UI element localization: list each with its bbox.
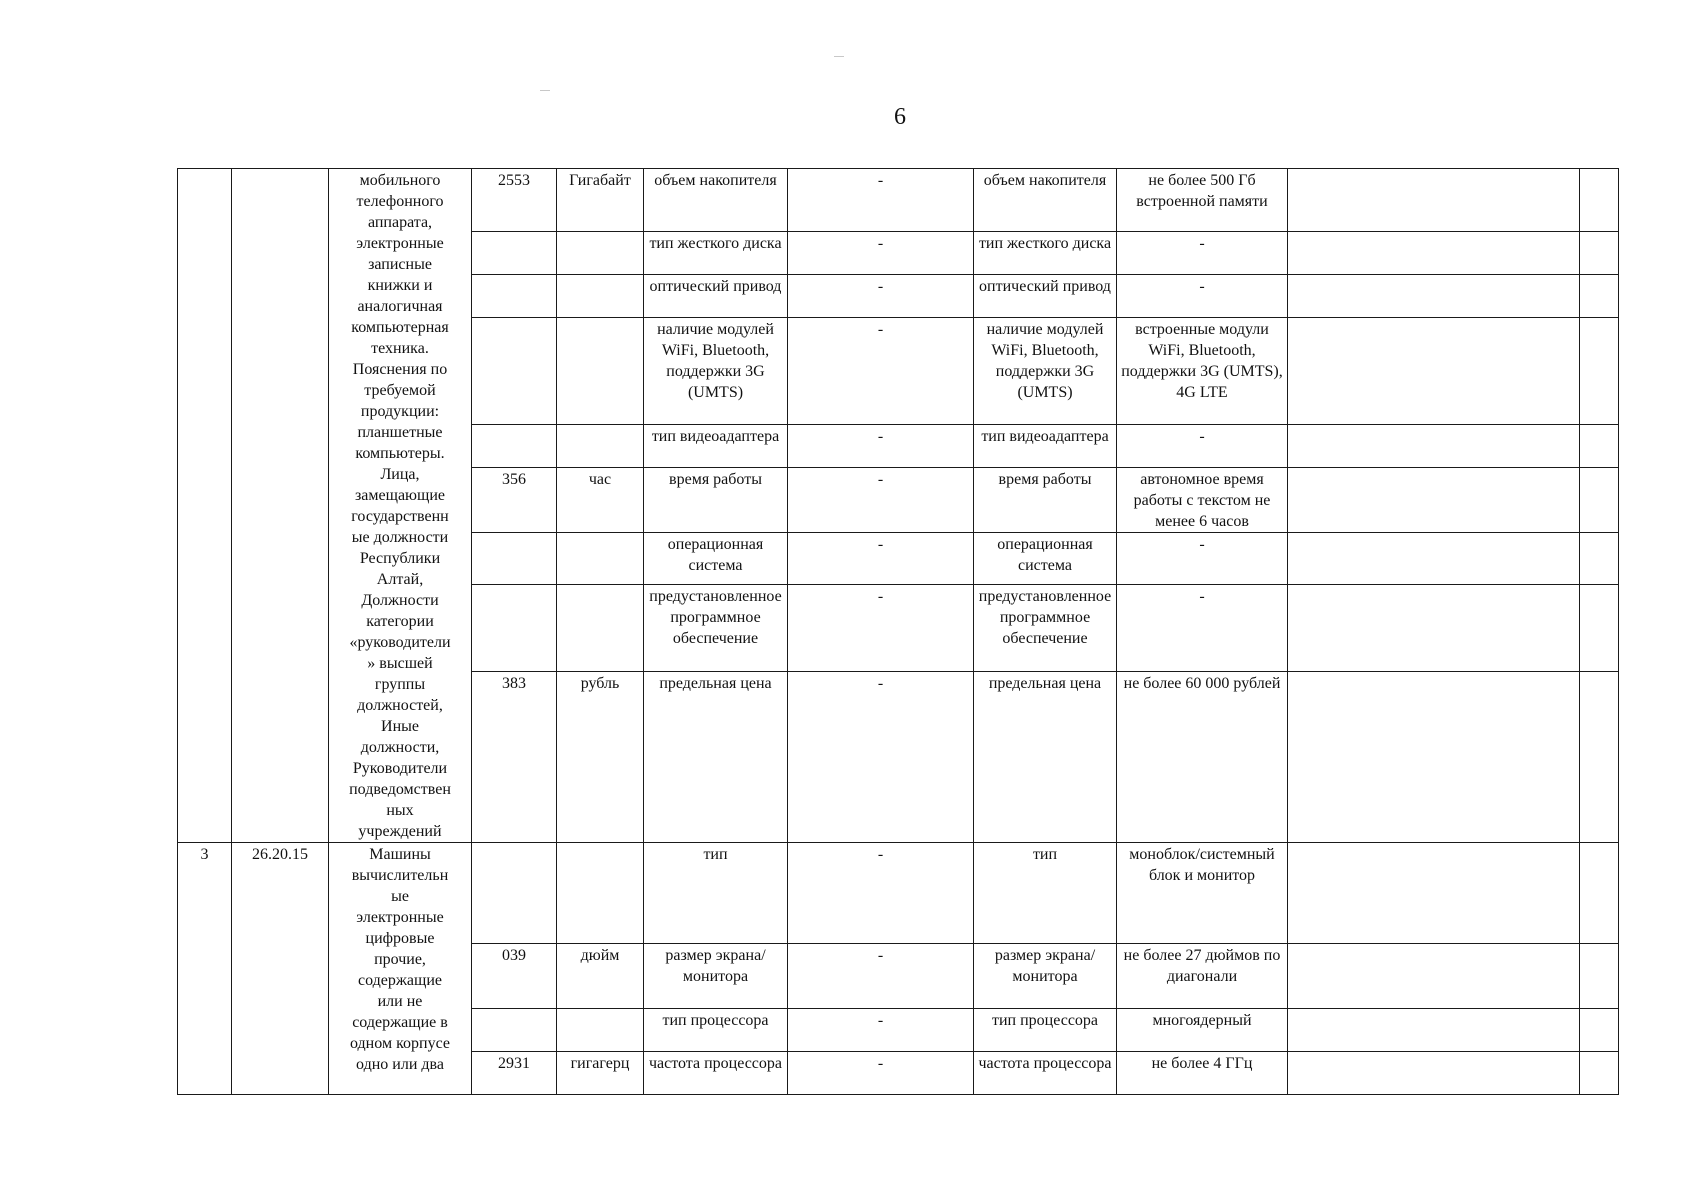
description-line: Машины xyxy=(369,846,431,863)
code-cell xyxy=(472,318,557,425)
base-value-cell: - xyxy=(788,585,974,672)
characteristic-cell: размер экрана/монитора xyxy=(644,944,788,1009)
empty-cell xyxy=(1580,944,1619,1009)
empty-cell xyxy=(1288,169,1580,232)
value-cell: не более 60 000 рублей xyxy=(1117,672,1288,843)
value-cell: - xyxy=(1117,275,1288,318)
description-line: продукции: xyxy=(360,403,440,420)
description-line: Республики xyxy=(359,550,441,567)
empty-cell xyxy=(1288,232,1580,275)
characteristic-cell-2: операционная система xyxy=(974,533,1117,585)
characteristic-cell-2: тип xyxy=(974,843,1117,944)
empty-cell xyxy=(1580,318,1619,425)
description-line: учреждений xyxy=(358,823,442,840)
code-cell: 039 xyxy=(472,944,557,1009)
description-line: ных xyxy=(386,802,414,819)
empty-cell xyxy=(1580,1009,1619,1052)
base-value-cell: - xyxy=(788,1009,974,1052)
base-value-cell: - xyxy=(788,1052,974,1095)
empty-cell xyxy=(1580,672,1619,843)
characteristic-cell: частота процессора xyxy=(644,1052,788,1095)
description-cell xyxy=(329,169,472,843)
empty-cell xyxy=(1288,585,1580,672)
description-line: планшетные xyxy=(357,424,443,441)
table-row xyxy=(178,843,1619,944)
code-cell xyxy=(472,533,557,585)
okpd-cell: 26.20.15 xyxy=(232,843,329,1095)
value-cell: - xyxy=(1117,232,1288,275)
description-line: компьютеры. xyxy=(355,445,445,462)
description-line: ые должности xyxy=(351,529,449,546)
unit-cell xyxy=(557,425,644,468)
description-line: Пояснения по xyxy=(352,361,448,378)
characteristic-cell-2: размер экрана/монитора xyxy=(974,944,1117,1009)
unit-cell xyxy=(557,232,644,275)
empty-cell xyxy=(1288,468,1580,533)
okpd-cell xyxy=(232,169,329,843)
empty-cell xyxy=(1580,843,1619,944)
description-line: мобильного xyxy=(359,172,441,189)
value-cell: автономное время работы с текстом не менее 6 часов xyxy=(1117,468,1288,533)
description-line: должности, xyxy=(360,739,440,756)
description-line: электронные xyxy=(356,235,444,252)
description-line: прочие, xyxy=(374,951,426,968)
description-line: Алтай, xyxy=(376,571,424,588)
characteristic-cell-2: предельная цена xyxy=(974,672,1117,843)
characteristic-cell-2: тип видеоадаптера xyxy=(974,425,1117,468)
description-line: Руководители xyxy=(352,760,448,777)
base-value-cell: - xyxy=(788,275,974,318)
value-cell: - xyxy=(1117,425,1288,468)
unit-cell xyxy=(557,1009,644,1052)
unit-cell: Гигабайт xyxy=(557,169,644,232)
characteristic-cell: тип xyxy=(644,843,788,944)
code-cell xyxy=(472,585,557,672)
description-line: компьютерная xyxy=(351,319,449,336)
characteristic-cell: предустановленное программное обеспечение xyxy=(644,585,788,672)
characteristic-cell-2: тип процессора xyxy=(974,1009,1117,1052)
base-value-cell: - xyxy=(788,425,974,468)
code-cell xyxy=(472,275,557,318)
group-computers xyxy=(178,843,1619,1095)
specification-table xyxy=(177,168,1619,1095)
base-value-cell: - xyxy=(788,843,974,944)
empty-cell xyxy=(1580,275,1619,318)
description-line: техника. xyxy=(371,340,429,357)
empty-cell xyxy=(1580,232,1619,275)
code-cell: 356 xyxy=(472,468,557,533)
description-line: » высшей xyxy=(367,655,433,672)
description-cell xyxy=(329,843,472,1095)
description-line: «руководители xyxy=(349,634,451,651)
empty-cell xyxy=(1580,468,1619,533)
empty-cell xyxy=(1580,533,1619,585)
empty-cell xyxy=(1288,1052,1580,1095)
characteristic-cell-2: тип жесткого диска xyxy=(974,232,1117,275)
characteristic-cell: оптический привод xyxy=(644,275,788,318)
base-value-cell: - xyxy=(788,672,974,843)
description-line: цифровые xyxy=(365,930,435,947)
num-cell: 3 xyxy=(178,843,232,1095)
empty-cell xyxy=(1580,169,1619,232)
num-cell xyxy=(178,169,232,843)
value-cell: - xyxy=(1117,585,1288,672)
characteristic-cell-2: частота процессора xyxy=(974,1052,1117,1095)
unit-cell xyxy=(557,585,644,672)
characteristic-cell-2: объем накопителя xyxy=(974,169,1117,232)
description-line: категории xyxy=(366,613,434,630)
empty-cell xyxy=(1580,425,1619,468)
description-line: должностей, xyxy=(357,697,443,714)
unit-cell xyxy=(557,533,644,585)
base-value-cell: - xyxy=(788,232,974,275)
base-value-cell: - xyxy=(788,169,974,232)
code-cell: 2553 xyxy=(472,169,557,232)
description-line: содержащие xyxy=(357,972,443,989)
description-line: вычислительн xyxy=(351,867,449,884)
value-cell: встроенные модули WiFi, Bluetooth, поддержки 3G (UMTS), 4G LTE xyxy=(1117,318,1288,425)
empty-cell xyxy=(1288,672,1580,843)
description-line: содержащие в xyxy=(352,1014,448,1031)
characteristic-cell-2: время работы xyxy=(974,468,1117,533)
description-line: аналогичная xyxy=(357,298,443,315)
unit-cell xyxy=(557,843,644,944)
unit-cell xyxy=(557,318,644,425)
description-line: одном корпусе xyxy=(350,1035,450,1052)
code-cell: 383 xyxy=(472,672,557,843)
empty-cell xyxy=(1288,275,1580,318)
characteristic-cell: предельная цена xyxy=(644,672,788,843)
description-line: Иные xyxy=(381,718,419,735)
empty-cell xyxy=(1580,1052,1619,1095)
group-tablets xyxy=(178,169,1619,843)
unit-cell: дюйм xyxy=(557,944,644,1009)
description-line: ые xyxy=(391,888,409,905)
value-cell: не более 4 ГГц xyxy=(1117,1052,1288,1095)
description-line: телефонного xyxy=(356,193,444,210)
description-line: книжки и xyxy=(367,277,433,294)
code-cell xyxy=(472,1009,557,1052)
unit-cell: гигагерц xyxy=(557,1052,644,1095)
code-cell xyxy=(472,425,557,468)
scan-mark xyxy=(540,90,550,91)
characteristic-cell: тип видеоадаптера xyxy=(644,425,788,468)
characteristic-cell-2: наличие модулей WiFi, Bluetooth, поддержки 3G (UMTS) xyxy=(974,318,1117,425)
description-line: аппарата, xyxy=(367,214,433,231)
base-value-cell: - xyxy=(788,533,974,585)
description-line: требуемой xyxy=(364,382,436,399)
characteristic-cell-2: оптический привод xyxy=(974,275,1117,318)
page-number: 6 xyxy=(894,104,906,130)
description-line: подведомствен xyxy=(349,781,451,798)
empty-cell xyxy=(1288,843,1580,944)
description-line: Должности xyxy=(361,592,439,609)
table-row xyxy=(178,169,1619,232)
base-value-cell: - xyxy=(788,468,974,533)
description-line: электронные xyxy=(356,909,444,926)
code-cell: 2931 xyxy=(472,1052,557,1095)
empty-cell xyxy=(1288,425,1580,468)
empty-cell xyxy=(1580,585,1619,672)
description-line: записные xyxy=(368,256,432,273)
unit-cell xyxy=(557,275,644,318)
characteristic-cell: тип процессора xyxy=(644,1009,788,1052)
value-cell: многоядерный xyxy=(1117,1009,1288,1052)
characteristic-cell: операционная система xyxy=(644,533,788,585)
value-cell: моноблок/системный блок и монитор xyxy=(1117,843,1288,944)
code-cell xyxy=(472,843,557,944)
value-cell: - xyxy=(1117,533,1288,585)
base-value-cell: - xyxy=(788,318,974,425)
empty-cell xyxy=(1288,318,1580,425)
empty-cell xyxy=(1288,1009,1580,1052)
empty-cell xyxy=(1288,533,1580,585)
scan-mark xyxy=(834,56,844,57)
code-cell xyxy=(472,232,557,275)
description-line: или не xyxy=(377,993,423,1010)
description-line: одно или два xyxy=(356,1056,444,1073)
unit-cell: рубль xyxy=(557,672,644,843)
value-cell: не более 500 Гб встроенной памяти xyxy=(1117,169,1288,232)
description-line: замещающие xyxy=(354,487,445,504)
base-value-cell: - xyxy=(788,944,974,1009)
description-line: группы xyxy=(374,676,426,693)
unit-cell: час xyxy=(557,468,644,533)
empty-cell xyxy=(1288,944,1580,1009)
description-line: государственн xyxy=(351,508,449,525)
description-line: Лица, xyxy=(380,466,420,483)
characteristic-cell-2: предустановленное программное обеспечение xyxy=(974,585,1117,672)
characteristic-cell: тип жесткого диска xyxy=(644,232,788,275)
characteristic-cell: время работы xyxy=(644,468,788,533)
characteristic-cell: объем накопителя xyxy=(644,169,788,232)
characteristic-cell: наличие модулей WiFi, Bluetooth, поддержки 3G (UMTS) xyxy=(644,318,788,425)
value-cell: не более 27 дюймов по диагонали xyxy=(1117,944,1288,1009)
